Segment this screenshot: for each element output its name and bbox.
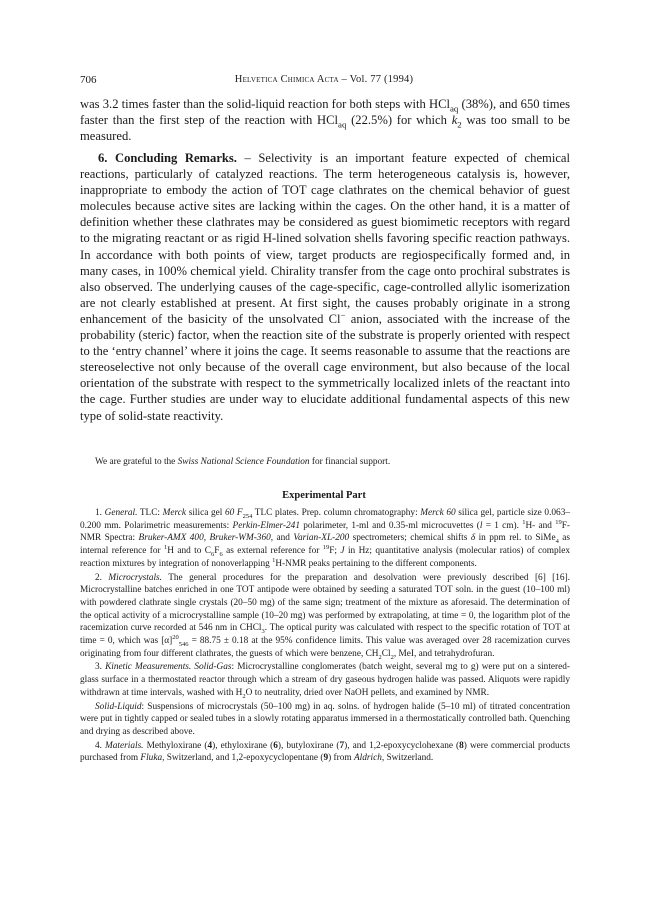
journal-volume: – Vol. 77 (1994) [338,74,414,85]
exp-kinetic-solid-gas: 3. Kinetic Measurements. Solid-Gas: Microcrystalline conglomerates (batch weight, several mg to g) were put on a sintered-glass surface in a thermostated reactor through which a stream of dry gaseous hydrogen halide was passed. Aliquots were rapidly withdrawn at time intervals, washed with $H_2O$ to neutrality, dried over NaOH pellets, and examined by NMR. [80,662,571,700]
paragraph-kinetics-conclusion: was 3.2 times faster than the solid-liquid reaction for both steps with HCl$_{aq}$ (38%), and 650 times faster than the first step of the reaction with HCl$_{aq}$ (22.5%) for which $k_2$ was too small to be measured. [80,97,571,144]
running-header [0,74,648,85]
exp-general: 1. General. TLC: Merck silica gel 60 $F_{254}$ TLC plates. Prep. column chromatography: Merck 60 silica gel, particle size 0.063–0.200 mm. Polarimetric measurements: Perkin-Elmer-241 polarimeter, 1-ml and 0.35-ml microcuvettes (l = 1 cm). $^1$H- and $^{19}$F-NMR Spectra: Bruker-AMX 400, Bruker-WM-360, and Varian-XL-200 spectrometers; chemical shifts δ in ppm rel. to SiMe$_4$ as internal reference for $^1$H and to $C_6F_6$ as external reference for $^{19}$F; J in Hz; quantitative analysis (molecular ratios) of complex reaction mixtures by integration of nonoverlapping $^1$H-NMR peaks pertaining to the different components. [80,508,571,569]
section-heading: 6. Concluding Remarks. [98,151,237,165]
exp-microcrystals: 2. Microcrystals. The general procedures for the preparation and desolvation were previously described [6] [16]. Microcrystalline batches enriched in one TOT antipode were obtained by seeding a saturated TOT soln. in the guest (10–100 ml) with powdered clathrate single crystals (20–50 mg) of the same sign; treatment of the mixture as aforesaid. The determination of the optical activity of a microcrystalline sample (10–20 mg) was performed by extrapolating, at time = 0, the logarithm plot of the racemization curve recorded at 546 nm in CHCl$_3$. The optical purity was calculated with respect to the specific rotation of TOT at time = 0, which was $[\alpha]^{20}_{546} = 88.75 \pm 0.18$ at the 95% confidence limits. This value was averaged over 28 racemization curves originating from four different clathrates, the guests of which were benzene, $CH_2Cl_2$, MeI, and tetrahydrofuran. [80,572,570,661]
section-concluding-remarks: 6. Concluding Remarks. – Selectivity is an important feature expected of chemical reactions, particularly of catalyzed reactions. The term heterogeneous catalysis is, however, inappropriate to embody the action of TOT cage clathrates on the chemical behavior of guest molecules because active sites are lacking within the cages. On the other hand, it is a matter of definition whether these clathrates may be considered as guest biomimetic receptors with regard to the migrating reactant or as rigid H-lined solvation shells favoring specific reaction pathways. In accordance with both points of view, target products are regiospecifically formed and, in many cases, in 100% chemical yield. Chirality transfer from the cage onto prochiral substrates is also observed. The underlying causes of the cage-specific, cage-controlled allylic isomerization are not clearly established at present. At first sight, the causes probably originate in a strong enhancement of the basicity of the unsolvated Cl− anion, associated with the increase of the probability (steric) factor, when the reaction site of the substrate is properly oriented with respect to the ‘entry channel’ where it joins the cage. It seems reasonable to assume that the reactions are stereoselective not only because of the overall cage environment, but also because of the local orientation of the substrate with respect to the symmetrically localized inlets of the reactant into the cage. Further studies are under way to elucidate additional fundamental aspects of this new type of solid-state reactivity. [80,151,571,423]
page-number: 706 [80,74,97,86]
exp-materials: 4. Materials. Methyloxirane (4), ethyloxirane (6), butyloxirane (7), and 1,2-epoxycyclohexane (8) were commercial products purchased from Fluka, Switzerland, and 1,2-epoxycyclopentane (9) from Aldrich, Switzerland. [80,740,571,764]
acknowledgement: We are grateful to the Swiss National Science Foundation for financial support. [95,457,391,467]
experimental-heading: Experimental Part [282,490,366,501]
journal-name: Helvetica Chimica Acta [234,74,339,85]
experimental-section [80,507,570,766]
exp-kinetic-solid-liquid: Solid-Liquid: Suspensions of microcrystals (50–100 mg) in aq. solns. of hydrogen halide (5–10 ml) of titrated concentration were put in tightly capped or sealed tubes in a slowly rotating apparatus immersed in a thermostatically controlled bath. Quenching and drying as described above. [80,701,570,737]
